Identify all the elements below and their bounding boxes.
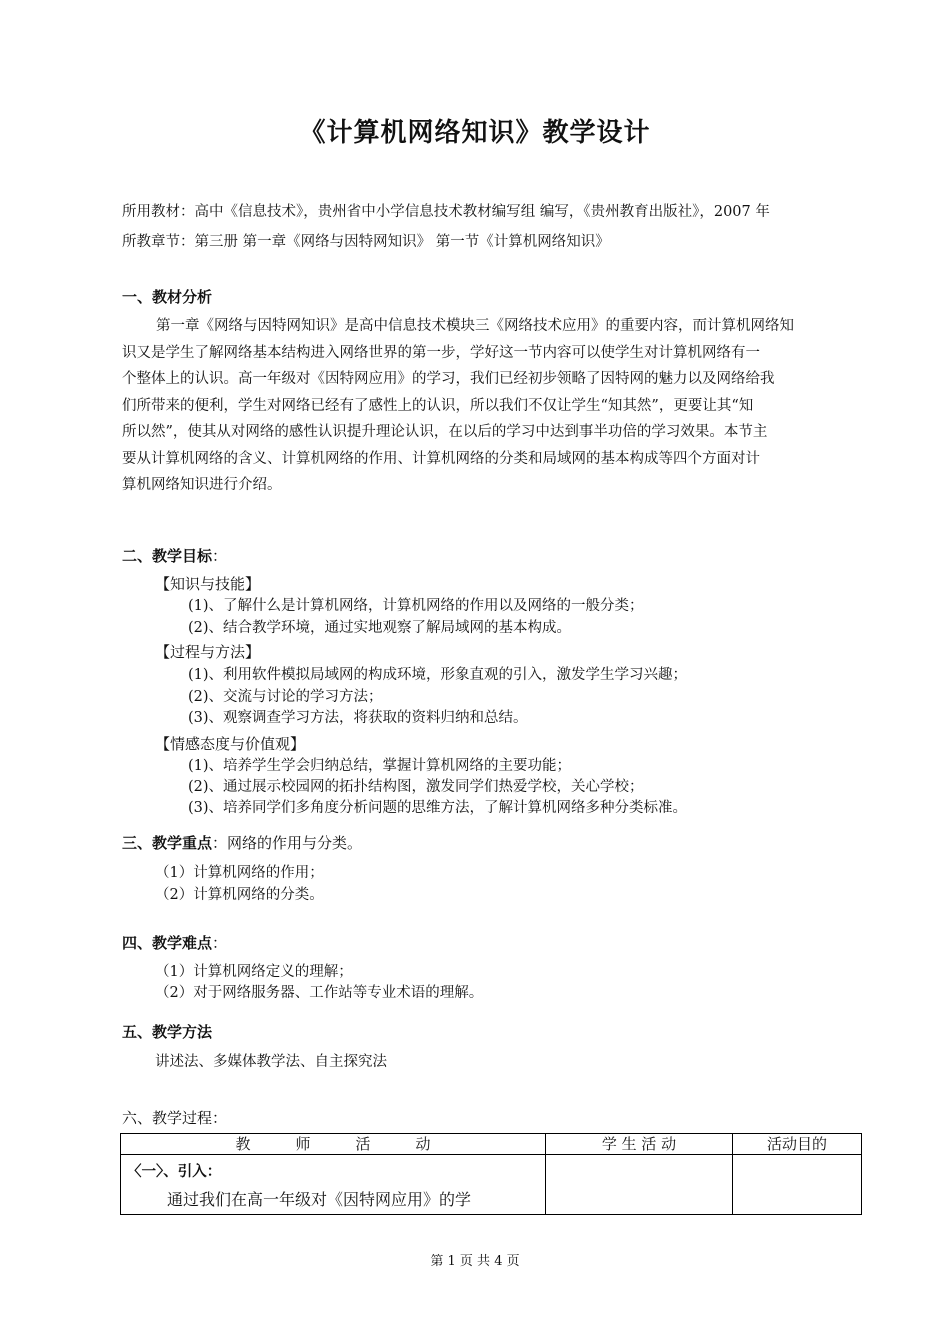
paragraph-line: 算机网络知识进行介绍。	[122, 477, 282, 493]
paragraph-line: 所以然”，使其从对网络的感性认识提升理论认识，在以后的学习中达到事半功倍的学习效果。本节主	[122, 424, 768, 440]
header-teacher-activity: 教 师 活 动	[121, 1134, 546, 1155]
key-point-item: （2）计算机网络的分类。	[155, 887, 324, 903]
paragraph-line: 要从计算机网络的含义、计算机网络的作用、计算机网络的分类和局域网的基本构成等四个方面对计	[122, 450, 760, 467]
key-point-item: （1）计算机网络的作用；	[155, 865, 324, 881]
paragraph-line: 第一章《网络与因特网知识》是高中信息技术模块三《网络技术应用》的重要内容，而计算机网络知	[156, 318, 794, 334]
difficulty-item: （2）对于网络服务器、工作站等专业术语的理解。	[155, 985, 484, 1001]
goal-item: (2)、交流与讨论的学习方法；	[188, 689, 383, 705]
paragraph-line: 们所带来的便利，学生对网络已经有了感性上的认识，所以我们不仅让学生“知其然”，更要让其“知	[122, 397, 754, 414]
chapter-info: 所教章节：第三册 第一章《网络与因特网知识》 第一节《计算机网络知识》	[122, 234, 610, 250]
goal-group-label: 【过程与方法】	[155, 643, 261, 661]
section5-heading: 五、教学方法	[122, 1023, 213, 1041]
row-heading: 〈一〉、引入：	[127, 1164, 222, 1180]
goal-item: (2)、通过展示校园网的拓扑结构图，激发同学们热爱学校，关心学校；	[188, 779, 644, 795]
table-header-row	[121, 1134, 862, 1155]
section3-heading: 三、教学重点：网络的作用与分类。	[122, 834, 363, 852]
paragraph-line: 个整体上的认识。高一年级对《因特网应用》的学习，我们已经初步领略了因特网的魅力以及网络给我	[122, 371, 775, 387]
goal-item: (3)、观察调查学习方法，将获取的资料归纳和总结。	[188, 710, 528, 726]
goal-group-label: 【情感态度与价值观】	[155, 735, 306, 753]
section4-heading: 四、教学难点：	[122, 934, 228, 952]
teaching-methods: 讲述法、多媒体教学法、自主探究法	[155, 1054, 387, 1070]
goal-item: (3)、培养同学们多角度分析问题的思维方法，了解计算机网络多种分类标准。	[188, 800, 688, 816]
activity-purpose-cell	[733, 1155, 862, 1215]
section1-heading: 一、教材分析	[122, 288, 213, 306]
process-table	[120, 1133, 862, 1215]
header-activity-purpose: 活动目的	[733, 1134, 862, 1155]
difficulty-item: （1）计算机网络定义的理解；	[155, 964, 353, 980]
paragraph-line: 识又是学生了解网络基本结构进入网络世界的第一步，学好这一节内容可以使学生对计算机网络有一	[122, 344, 760, 361]
section6-heading: 六、教学过程：	[122, 1109, 228, 1127]
section1-paragraph	[122, 313, 862, 499]
textbook-info: 所用教材：高中《信息技术》，贵州省中小学信息技术教材编写组 编写，《贵州教育出版社》，2007 年	[122, 204, 770, 220]
table-row	[121, 1155, 862, 1215]
goal-item: (1)、了解什么是计算机网络，计算机网络的作用以及网络的一般分类；	[188, 598, 644, 614]
student-activity-cell	[546, 1155, 733, 1215]
goal-item: (1)、培养学生学会归纳总结，掌握计算机网络的主要功能；	[188, 758, 572, 774]
goal-item: (2)、结合教学环境，通过实地观察了解局域网的基本构成。	[188, 620, 572, 636]
teacher-activity-cell	[121, 1155, 546, 1215]
goal-group-label: 【知识与技能】	[155, 575, 261, 593]
header-student-activity: 学 生 活 动	[546, 1134, 733, 1155]
goal-item: (1)、利用软件模拟局域网的构成环境，形象直观的引入，激发学生学习兴趣；	[188, 667, 688, 683]
page-title: 《计算机网络知识》教学设计	[299, 118, 651, 148]
page-footer: 第 1 页 共 4 页	[430, 1254, 520, 1269]
section2-heading: 二、教学目标：	[122, 547, 228, 565]
row-text: 通过我们在高一年级对《因特网应用》的学	[167, 1190, 472, 1209]
